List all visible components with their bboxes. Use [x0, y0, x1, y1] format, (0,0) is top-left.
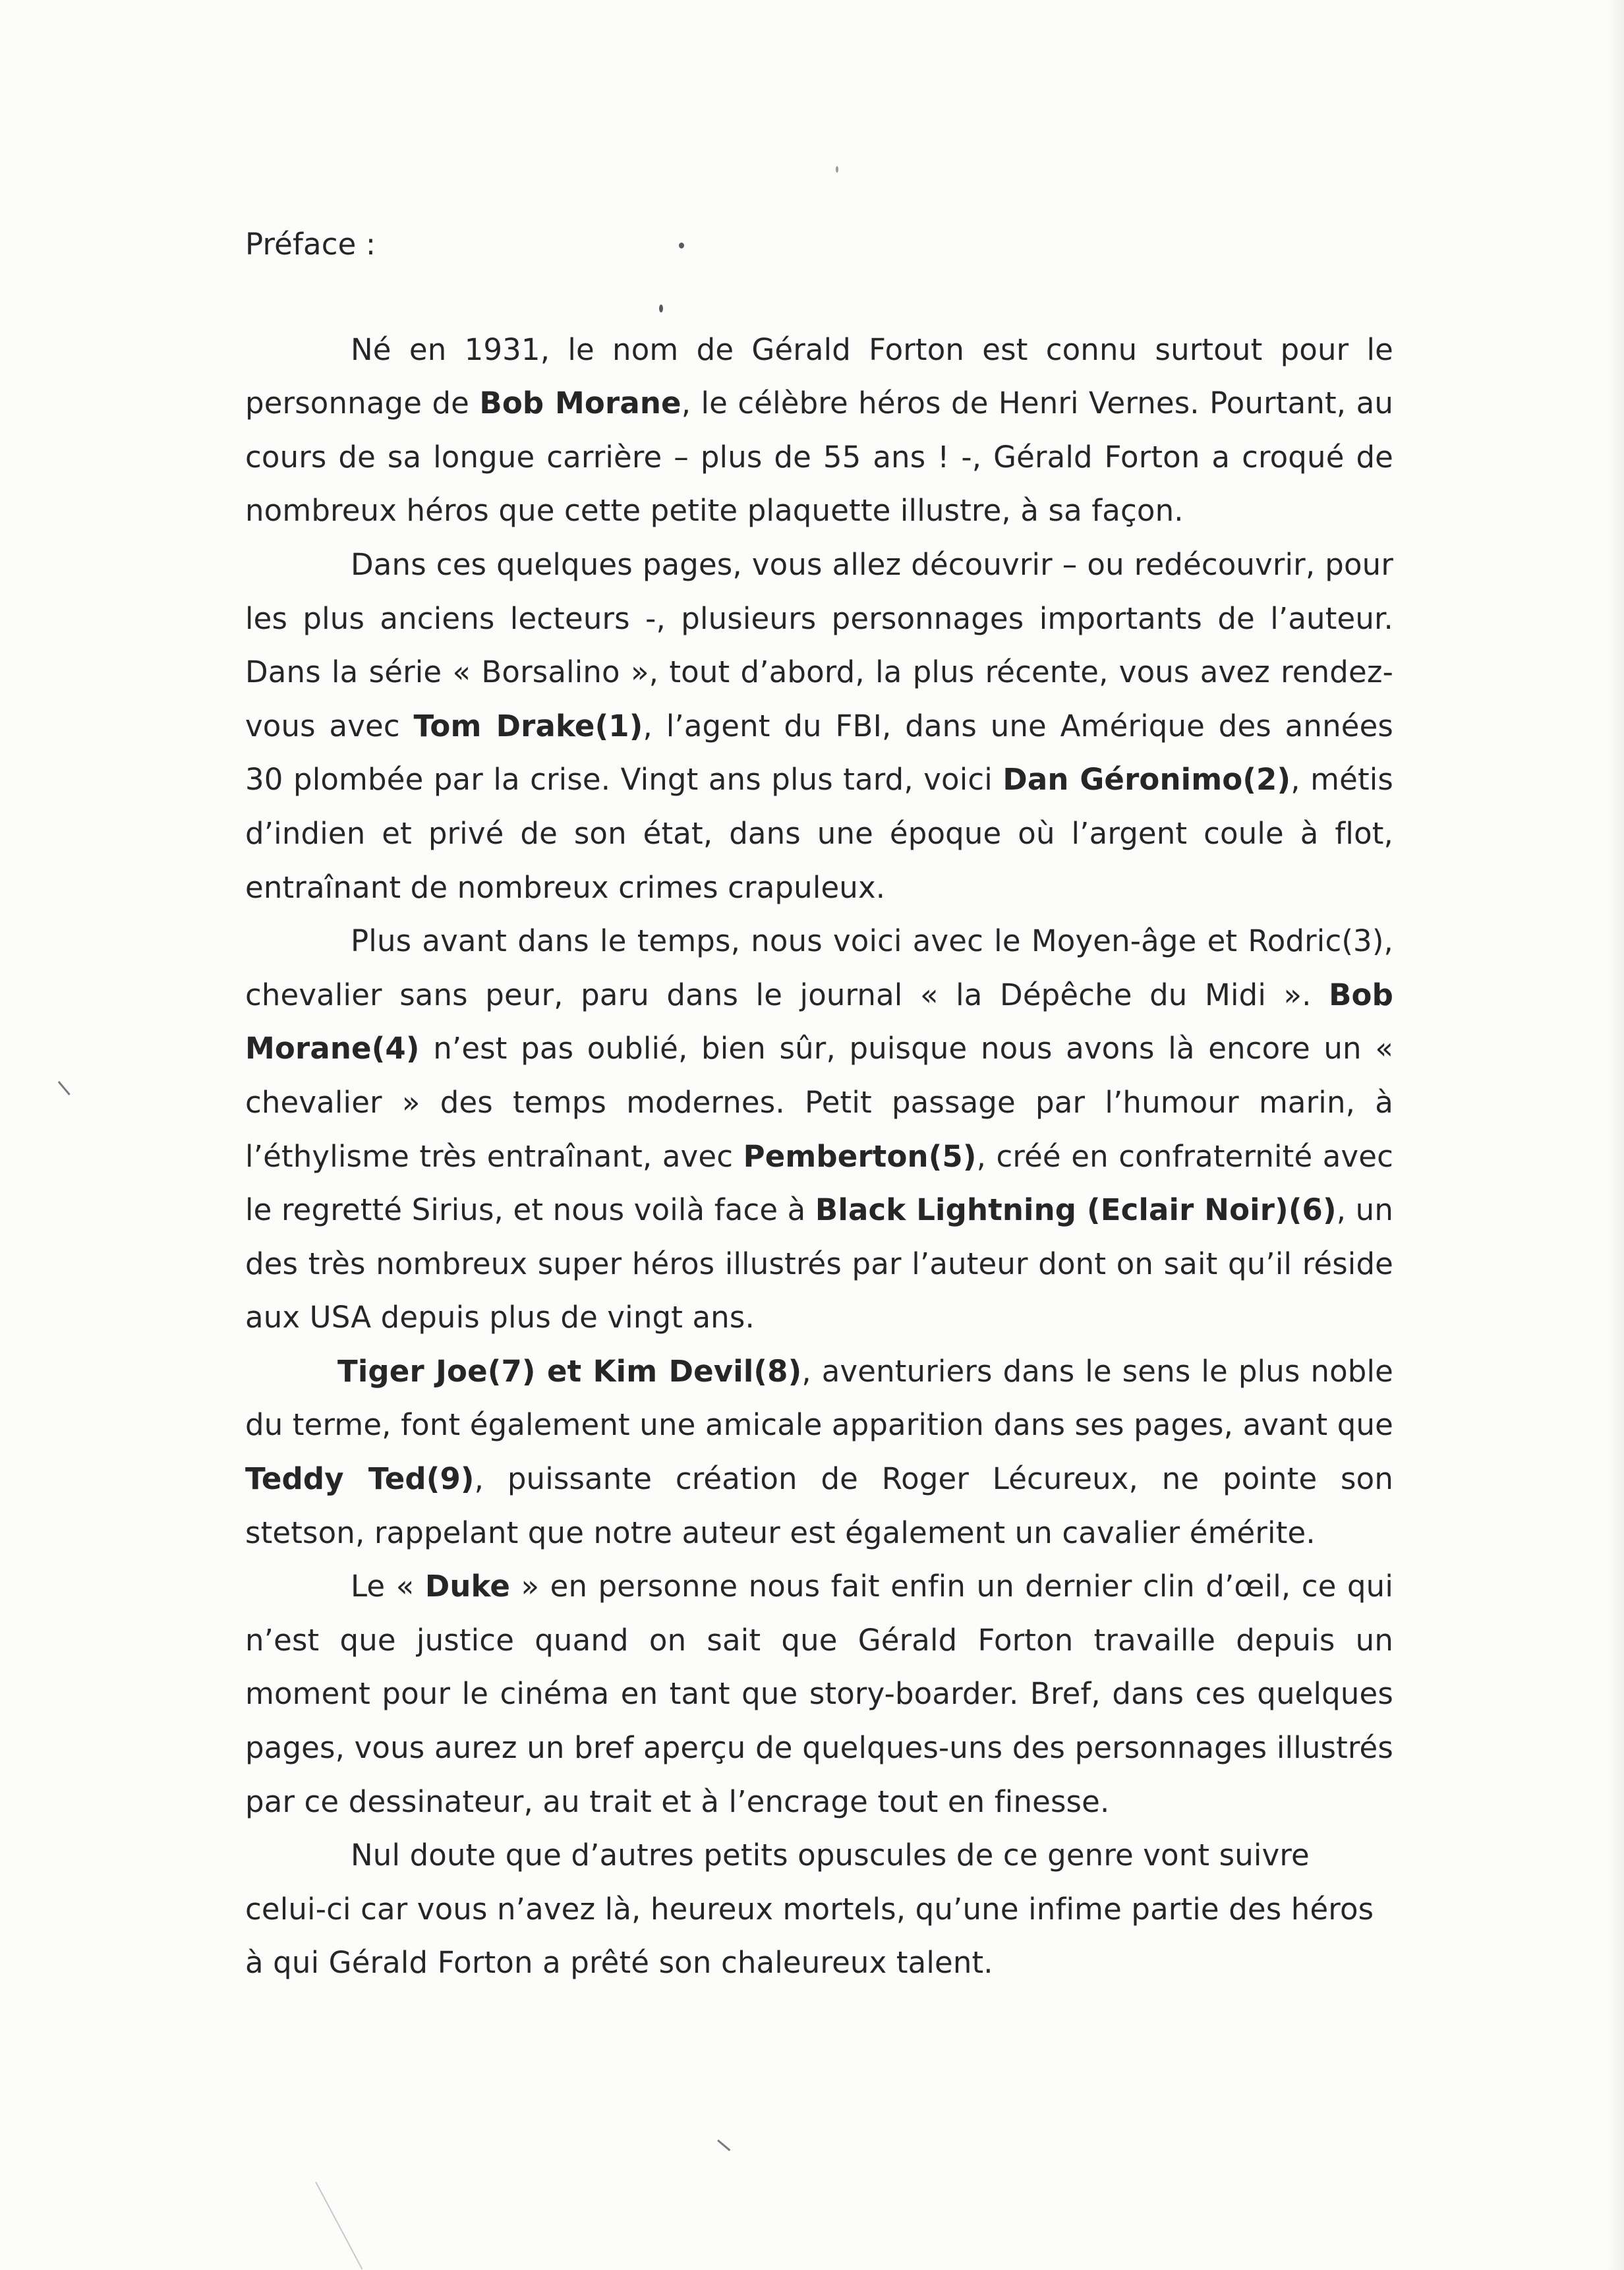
hero-name: Teddy Ted(9)	[245, 1461, 475, 1497]
hero-name: Dan Géronimo(2)	[1002, 762, 1291, 798]
preface-text	[245, 218, 1393, 1990]
text: » en personne nous fait enfin un dernier clin d’œil, ce qui n’est que justice quand on sait que Gérald Forton travaille depuis un moment pour le cinéma en tant que story-boarder. Bref, dans ces quelques pages, vous aurez un bref aperçu de quelques-uns des personnages illustrés par ce dessinateur, au trait et à l’encrage tout en finesse.	[245, 1569, 1394, 1819]
hero-name: Bob Morane(4)	[245, 977, 1393, 1066]
hero-name: Tiger Joe(7) et Kim Devil(8)	[337, 1353, 802, 1389]
text: , puissante création de Roger Lécureux, ne pointe son stetson, rappelant que notre auteur est également un cavalier émérite.	[245, 1461, 1393, 1550]
text: n’est pas oublié, bien sûr, puisque nous avons là encore un « chevalier » des temps modernes. Petit passage par l’humour marin, à l’éthylisme très entraînant, avec	[245, 1031, 1393, 1174]
text: , aventuriers dans le sens le plus noble du terme, font également une amicale apparition dans ses pages, avant que	[245, 1353, 1393, 1443]
text: Le «	[351, 1569, 425, 1604]
hero-name: Black Lightning (Eclair Noir)(6)	[815, 1192, 1337, 1228]
text: , métis d’indien et privé de son état, dans une époque où l’argent coule à flot, entraînant de nombreux crimes crapuleux.	[245, 762, 1393, 905]
hero-name: Bob Morane	[479, 386, 682, 421]
scan-mark	[717, 2139, 730, 2151]
text: Plus avant dans le temps, nous voici avec le Moyen-âge et Rodric(3), chevalier sans peur, paru dans le journal « la Dépêche du Midi ».	[245, 923, 1393, 1012]
hero-name: Tom Drake(1)	[413, 708, 643, 743]
scan-mark	[58, 1081, 71, 1095]
hero-name: Duke	[424, 1569, 511, 1604]
paragraph-3	[245, 914, 1393, 1345]
text: , le célèbre héros de Henri Vernes. Pourtant, au cours de sa longue carrière – plus de 55 ans ! -, Gérald Forton a croqué de nombreux héros que cette petite plaquette illustre, à sa façon.	[245, 386, 1393, 529]
page-edge-shadow	[1607, 0, 1624, 2270]
paragraph-6	[245, 1828, 1393, 1990]
text: Nul doute que d’autres petits opuscules de ce genre vont suivre celui-ci car vous n’avez là, heureux mortels, qu’une infime partie des héros à qui Gérald Forton a prêté son chaleureux talent.	[245, 1838, 1374, 1981]
text: Né en 1931, le nom de Gérald Forton est connu surtout pour le personnage de	[245, 332, 1393, 421]
text: , un des très nombreux super héros illustrés par l’auteur dont on sait qu’il réside aux USA depuis plus de vingt ans.	[245, 1192, 1394, 1335]
text: Dans ces quelques pages, vous allez découvrir – ou redécouvrir, pour les plus anciens lecteurs -, plusieurs personnages importants de l’auteur. Dans la série « Borsalino », tout d’abord, la plus récente, vous avez rendez-vous avec	[245, 546, 1393, 743]
page-title: Préface :	[245, 227, 376, 262]
text: , créé en confraternité avec le regretté Sirius, et nous voilà face à	[245, 1138, 1393, 1228]
hero-name: Pemberton(5)	[743, 1138, 977, 1174]
scan-speck	[836, 166, 838, 173]
scan-mark	[315, 2182, 362, 2269]
text: , l’agent du FBI, dans une Amérique des années 30 plombée par la crise. Vingt ans plus tard, voici	[245, 708, 1394, 798]
paragraph-5	[245, 1559, 1393, 1828]
paragraph-4	[245, 1345, 1393, 1559]
paragraph-1	[245, 323, 1393, 538]
paragraph-2	[245, 538, 1393, 914]
